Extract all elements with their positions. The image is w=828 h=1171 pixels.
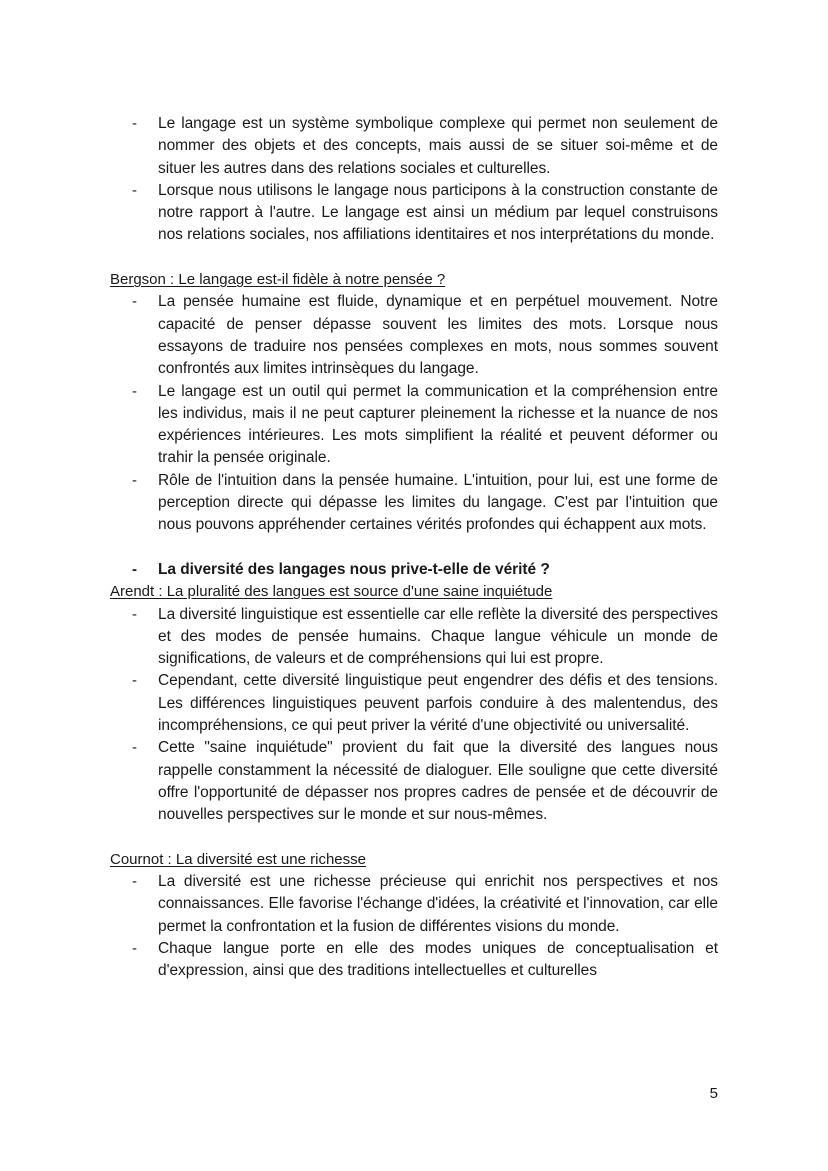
- list-item: [110, 113, 718, 180]
- bullet-dash: -: [132, 560, 137, 578]
- list-item: [110, 737, 718, 826]
- arendt-list: [110, 604, 718, 827]
- paragraph: La diversité est une richesse précieuse qui enrichit nos perspectives et nos connaissances. Elle favorise l'échange d'idées, la créativité et l'innovation, car elle permet la confrontation et la fusion de différentes visions du monde.: [158, 873, 718, 935]
- section-title-text: La diversité des langages nous prive-t-elle de vérité ?: [158, 560, 550, 578]
- bullet-dash: -: [132, 293, 137, 311]
- intro-list: [110, 113, 718, 247]
- bullet-dash: -: [132, 181, 137, 199]
- bullet-dash: -: [132, 939, 137, 957]
- list-item: [110, 180, 718, 247]
- arendt-heading: Arendt : La pluralité des langues est source d'une saine inquiétude: [110, 583, 553, 601]
- bergson-list: [110, 291, 718, 536]
- bullet-dash: -: [132, 382, 137, 400]
- list-item: [110, 381, 718, 470]
- paragraph: Le langage est un système symbolique complexe qui permet non seulement de nommer des objets et des concepts, mais aussi de se situer soi-même et de situer les autres dans des relations sociales et culturelles.: [158, 115, 718, 177]
- page-content: [110, 113, 718, 983]
- bergson-heading: Bergson : Le langage est-il fidèle à notre pensée ?: [110, 271, 446, 289]
- section-title: [110, 559, 718, 581]
- page-number: 5: [709, 1085, 718, 1102]
- list-item: [110, 470, 718, 537]
- paragraph: La pensée humaine est fluide, dynamique et en perpétuel mouvement. Notre capacité de penser dépasse souvent les limites des mots. Lorsque nous essayons de traduire nos pensées complexes en mots, nous sommes souvent confrontés aux limites intrinsèques du langage.: [158, 293, 718, 378]
- list-item: [110, 670, 718, 737]
- paragraph: Lorsque nous utilisons le langage nous participons à la construction constante de notre rapport à l'autre. Le langage est ainsi un médium par lequel construisons nos relations sociales, nos affiliations identitaires et nos interprétations du monde.: [158, 181, 718, 244]
- paragraph: Le langage est un outil qui permet la communication et la compréhension entre les individus, mais il ne peut capturer pleinement la richesse et la nuance de nos expériences intérieures. Les mots simplifient la réalité et peuvent déformer ou trahir la pensée originale.: [158, 382, 718, 467]
- bullet-dash: -: [132, 115, 137, 132]
- list-item: [110, 291, 718, 380]
- bullet-dash: -: [132, 739, 137, 757]
- bullet-dash: -: [132, 471, 137, 489]
- cournot-list: [110, 871, 718, 982]
- list-item: [110, 604, 718, 671]
- paragraph: Cependant, cette diversité linguistique peut engendrer des défis et des tensions. Les différences linguistiques peuvent parfois conduire à des malentendus, des incompréhensions, ce qui peut priver la vérité d'une objectivité ou universalité.: [158, 672, 718, 735]
- bullet-dash: -: [132, 605, 137, 623]
- paragraph: La diversité linguistique est essentielle car elle reflète la diversité des perspectives et des modes de pensée humains. Chaque langue véhicule un monde de significations, de valeurs et de compréhensions qui lui est propre.: [158, 605, 718, 668]
- paragraph: Rôle de l'intuition dans la pensée humaine. L'intuition, pour lui, est une forme de perception directe qui dépasse les limites du langage. C'est par l'intuition que nous pouvons appréhender certaines vérités profondes qui échappent aux mots.: [158, 471, 718, 534]
- paragraph: Chaque langue porte en elle des modes uniques de conceptualisation et d'expression, ainsi que des traditions intellectuelles et culturelles: [158, 939, 718, 980]
- cournot-heading: Cournot : La diversité est une richesse: [110, 850, 366, 868]
- paragraph: Cette "saine inquiétude" provient du fait que la diversité des langues nous rappelle constamment la nécessité de dialoguer. Elle souligne que cette diversité offre l'opportunité de dépasser nos propres cadres de pensée et de découvrir de nouvelles perspectives sur le monde et sur nous-mêmes.: [158, 739, 718, 824]
- bullet-dash: -: [132, 672, 137, 690]
- bullet-dash: -: [132, 873, 137, 891]
- list-item: [110, 871, 718, 938]
- list-item: [110, 938, 718, 983]
